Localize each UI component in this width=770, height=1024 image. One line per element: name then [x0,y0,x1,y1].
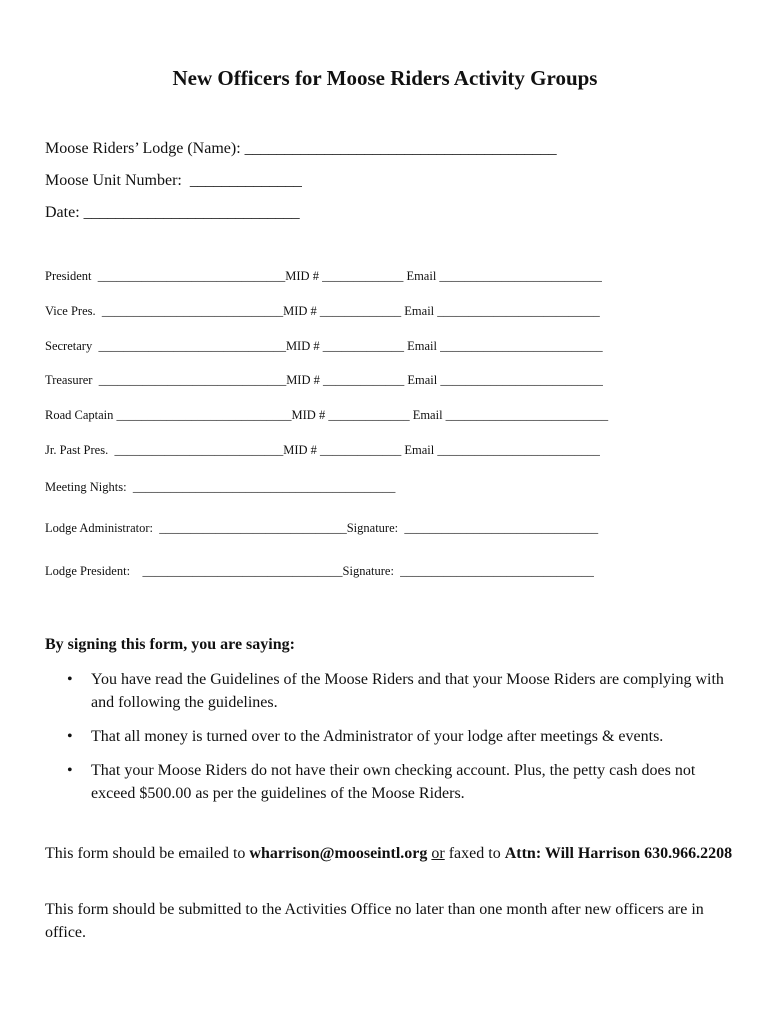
officer-row-jr-past-president[interactable]: Jr. Past Pres. ___________________________MID # _____________ Email __________________________ [45,443,600,457]
agreement-item-text: That your Moose Riders do not have their own checking account. Plus, the petty cash does not exceed $500.00 as per the guidelines of the Moose Riders. [91,762,696,802]
unit-number-field[interactable]: Moose Unit Number: ______________ [45,172,302,189]
agreement-list [45,668,735,816]
submission-instructions [45,842,735,865]
submission-or: or [431,845,445,862]
form-title: New Officers for Moose Riders Activity Groups [172,66,598,90]
officer-row-president[interactable]: President ______________________________MID # _____________ Email __________________________ [45,269,602,283]
lodge-administrator-signature-row[interactable]: Lodge Administrator: ______________________________Signature: _______________________________ [45,521,599,535]
agreement-item [45,725,735,748]
officer-row-secretary[interactable]: Secretary ______________________________MID # _____________ Email __________________________ [45,339,603,353]
bullet-icon: • [67,762,73,779]
officer-row-treasurer[interactable]: Treasurer ______________________________MID # _____________ Email __________________________ [45,373,603,387]
lodge-president-signature-row[interactable]: Lodge President: ________________________________Signature: _______________________________ [45,564,594,578]
agreement-item-text: You have read the Guidelines of the Moose Riders and that your Moose Riders are complying with and following the guidelines. [91,671,724,711]
submission-email-link[interactable]: wharrison@mooseintl.org [249,845,428,862]
officer-row-vice-president[interactable]: Vice Pres. _____________________________MID # _____________ Email __________________________ [45,304,600,318]
agreement-heading: By signing this form, you are saying: [45,636,295,653]
submission-attn: Attn: Will Harrison 630.966.2208 [504,845,733,862]
bullet-icon: • [67,671,73,688]
lodge-name-field[interactable]: Moose Riders’ Lodge (Name): _______________________________________ [45,140,557,157]
agreement-item [45,759,735,805]
submission-deadline: This form should be submitted to the Activities Office no later than one month after new officers are in office. [45,901,704,941]
agreement-item [45,668,735,714]
agreement-item-text: That all money is turned over to the Administrator of your lodge after meetings & events. [91,728,664,745]
officer-row-road-captain[interactable]: Road Captain ____________________________MID # _____________ Email __________________________ [45,408,609,422]
bullet-icon: • [67,728,73,745]
submission-prefix: This form should be emailed to [45,845,250,862]
date-field[interactable]: Date: ___________________________ [45,204,300,221]
meeting-nights-field[interactable]: Meeting Nights: __________________________________________ [45,480,396,494]
submission-middle: faxed to [444,845,505,862]
